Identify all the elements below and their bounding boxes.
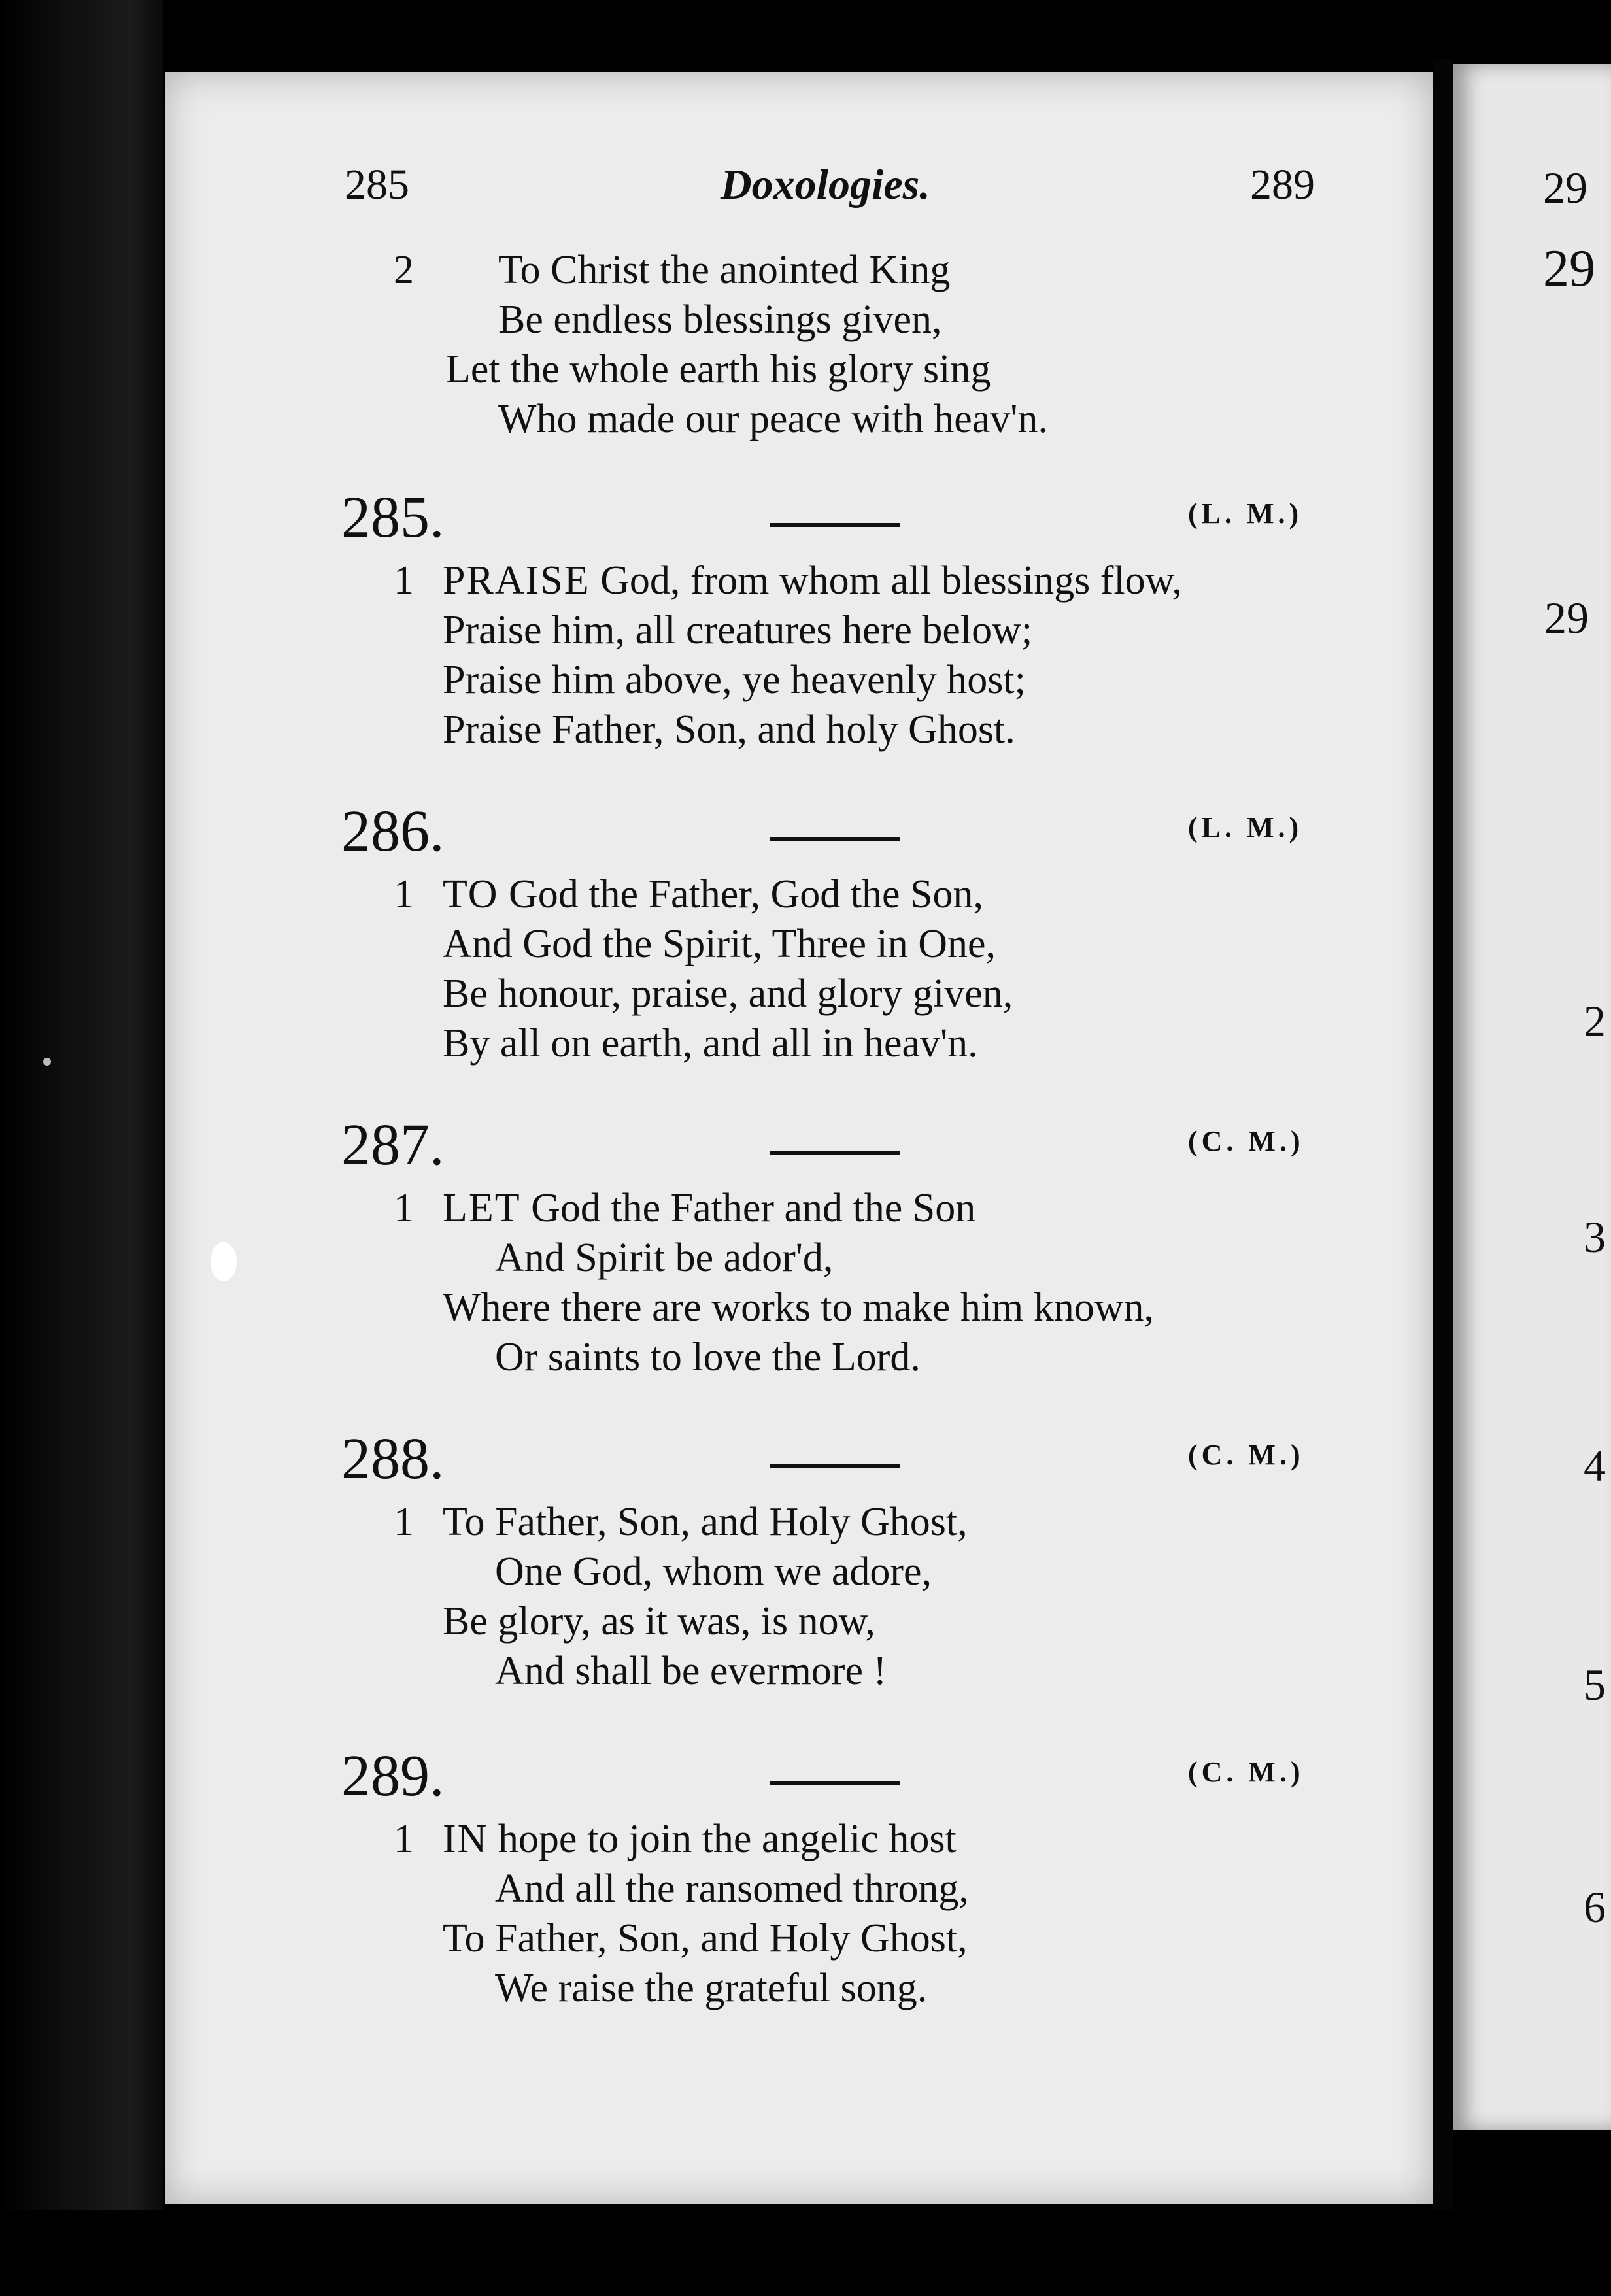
verse-number: 1 [394, 1186, 414, 1230]
next-page-number: 2 [1584, 996, 1606, 1046]
verse-line: And Spirit be ador'd, [495, 1236, 834, 1280]
hymn-rule [770, 1781, 900, 1785]
hymn-number: 288. [341, 1427, 445, 1491]
hymn-meter: (C. M.) [1188, 1439, 1304, 1471]
verse-line [165, 1497, 1433, 1547]
page-number-right: 289 [1250, 161, 1315, 209]
verse-line: Praise Father, Son, and holy Ghost. [443, 707, 1015, 752]
verse-line [165, 556, 1433, 605]
verse-line: Praise him above, ye heavenly host; [443, 658, 1026, 702]
verse-line: Praise him, all creatures here below; [443, 608, 1033, 652]
hymn-number: 289. [341, 1744, 445, 1808]
page-number-left: 285 [345, 161, 409, 209]
hymn-fragment [165, 245, 1433, 444]
hymn-heading [165, 798, 1433, 869]
verse [165, 1497, 1433, 1696]
hymn-rule [770, 1464, 900, 1468]
hymn-meter: (C. M.) [1188, 1756, 1304, 1788]
line-rest: Father, Son, and Holy Ghost, [484, 1500, 968, 1544]
verse-line: Who made our peace with heav'n. [498, 397, 1048, 441]
hymn-heading [165, 1111, 1433, 1183]
scan-border-bottom [0, 2210, 1611, 2296]
verse-line: Where there are works to make him known, [443, 1285, 1155, 1330]
hymn-meter: (L. M.) [1188, 811, 1303, 843]
first-word: To [443, 1500, 485, 1544]
verse-line: Be endless blessings given, [498, 297, 942, 342]
hymn-heading [165, 1425, 1433, 1497]
next-page-number: 29 [1544, 593, 1589, 643]
line-rest: God the Father and the Son [520, 1186, 976, 1230]
first-word: PRAISE [443, 558, 590, 603]
next-page-number: 5 [1584, 1660, 1606, 1710]
verse-line: And all the ransomed throng, [495, 1866, 969, 1911]
hymn-rule [770, 837, 900, 841]
line-rest: hope to join the angelic host [488, 1817, 957, 1861]
page-header [165, 160, 1433, 212]
next-page-number: 4 [1584, 1441, 1606, 1491]
verse [165, 556, 1433, 754]
verse-line: By all on earth, and all in heav'n. [443, 1021, 978, 1066]
verse-number: 2 [394, 248, 414, 292]
hymn-289 [165, 1742, 1433, 2013]
verse-line: We raise the grateful song. [495, 1966, 928, 2010]
line-rest: God the Father, God the Son, [498, 872, 983, 917]
verse-number: 1 [394, 1817, 414, 1861]
hymn-288 [165, 1425, 1433, 1696]
first-word: TO [443, 872, 499, 917]
verse-line [165, 869, 1433, 919]
hymn-heading [165, 1742, 1433, 1814]
first-word: LET [443, 1186, 521, 1230]
verse-number: 1 [394, 872, 414, 917]
hymn-number: 287. [341, 1113, 445, 1177]
hymn-rule [770, 1151, 900, 1155]
hymn-287 [165, 1111, 1433, 1382]
next-page-number: 29 [1543, 240, 1595, 297]
next-page-edge [1453, 64, 1611, 2130]
verse-line: One God, whom we adore, [495, 1549, 932, 1594]
hymn-rule [770, 523, 900, 527]
hymn-285 [165, 484, 1433, 754]
hymn-number: 285. [341, 485, 445, 550]
verse [165, 1814, 1433, 2013]
book-page [165, 72, 1433, 2204]
hymn-heading [165, 484, 1433, 556]
verse-line: To Christ the anointed King [498, 248, 951, 292]
verse-line: Let the whole earth his glory sing [446, 347, 991, 392]
verse-line [165, 1814, 1433, 1864]
hymn-meter: (L. M.) [1188, 498, 1303, 530]
scan-spot [211, 1242, 237, 1281]
verse-line: Or saints to love the Lord. [495, 1335, 921, 1379]
verse-line: And God the Spirit, Three in One, [443, 922, 996, 966]
page-gutter [1433, 59, 1453, 2216]
next-page-number: 6 [1584, 1882, 1606, 1932]
verse-line: And shall be evermore ! [495, 1649, 887, 1693]
next-page-number: 3 [1584, 1212, 1606, 1262]
next-page-number: 29 [1543, 163, 1587, 212]
first-word: IN [443, 1817, 488, 1861]
verse [165, 869, 1433, 1068]
verse-line [165, 1183, 1433, 1233]
verse-number: 1 [394, 558, 414, 603]
book-spine [0, 0, 163, 2296]
verse-line: Be glory, as it was, is now, [443, 1599, 875, 1644]
verse-number: 1 [394, 1500, 414, 1544]
verse [165, 1183, 1433, 1382]
verse [165, 245, 1433, 444]
running-title: Doxologies. [721, 161, 930, 209]
spine-mark [43, 1058, 51, 1066]
verse-line: To Father, Son, and Holy Ghost, [443, 1916, 968, 1961]
verse-line: Be honour, praise, and glory given, [443, 971, 1013, 1016]
hymn-number: 286. [341, 799, 445, 864]
hymn-286 [165, 798, 1433, 1068]
line-rest: God, from whom all blessings flow, [590, 558, 1182, 603]
hymn-meter: (C. M.) [1188, 1125, 1304, 1157]
